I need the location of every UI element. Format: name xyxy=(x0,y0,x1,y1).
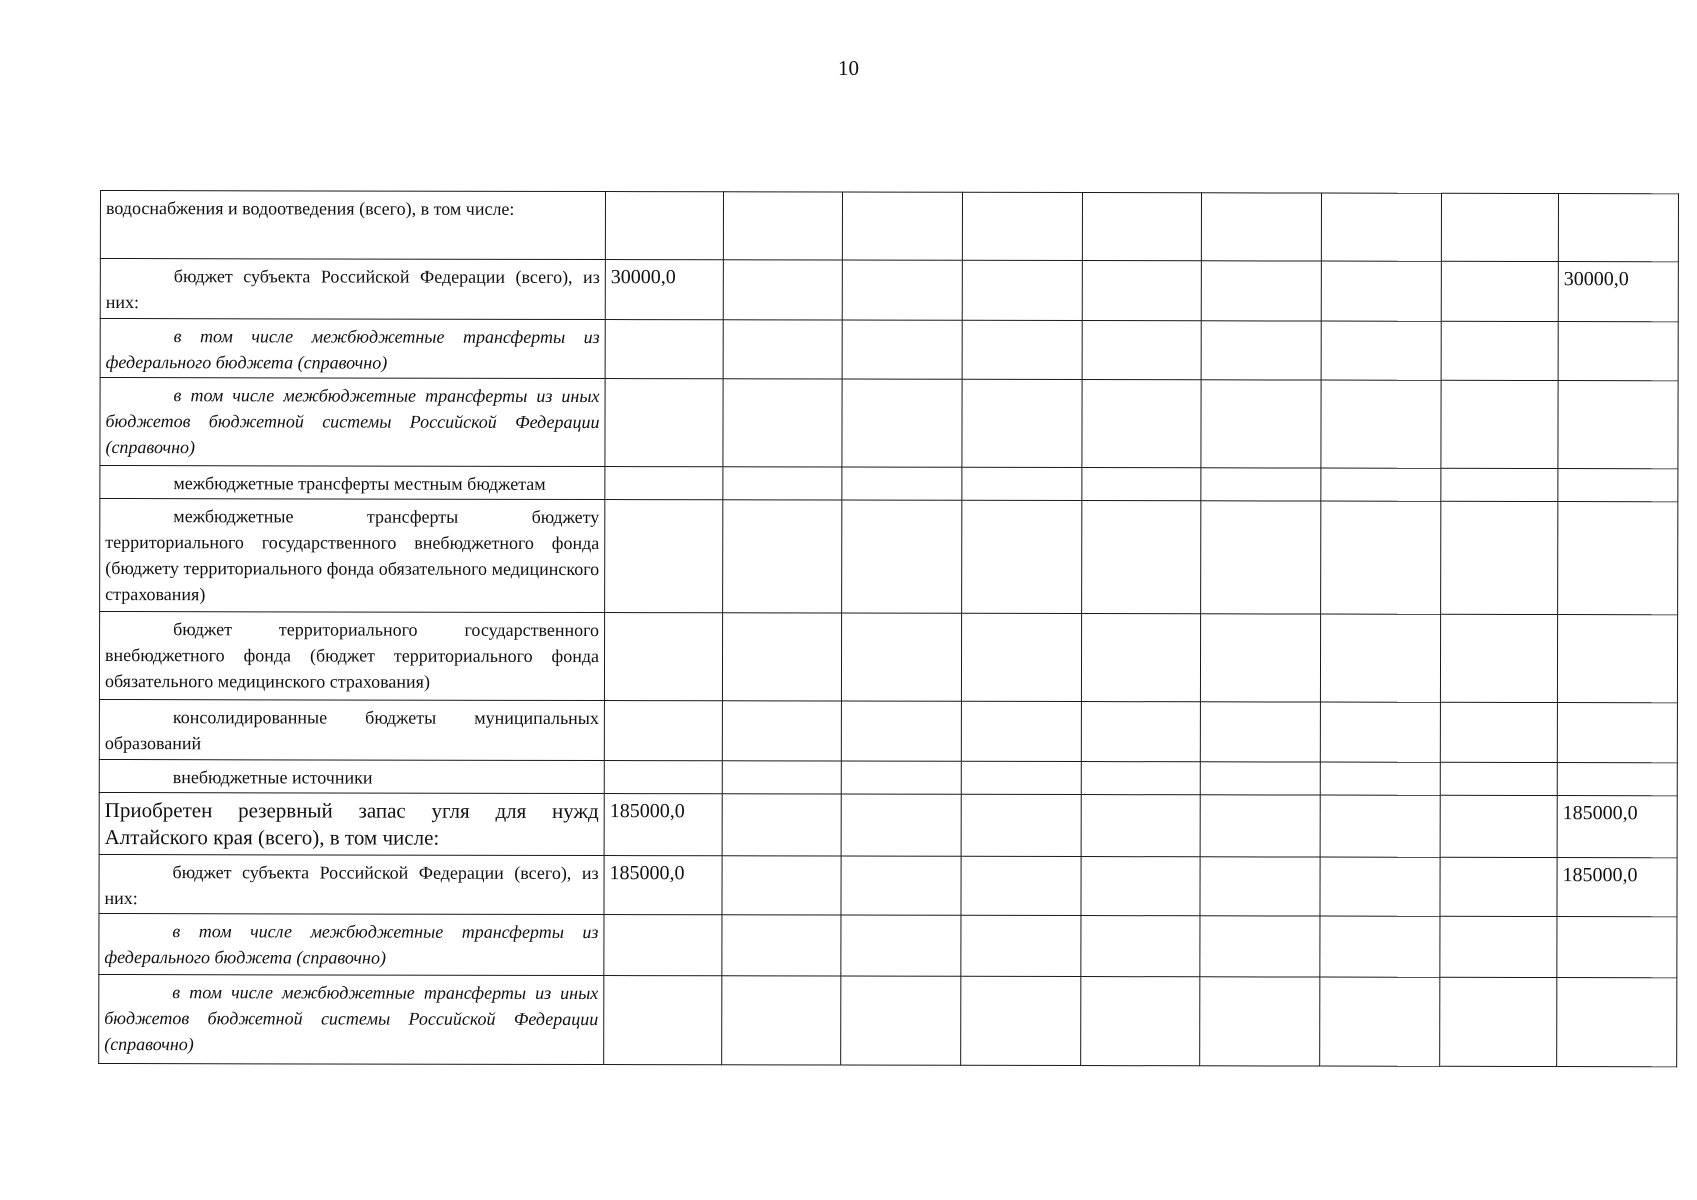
value-cell xyxy=(1557,978,1677,1067)
value-cell xyxy=(1557,703,1677,763)
value-cell xyxy=(722,856,841,915)
value-cell: 30000,0 xyxy=(605,260,723,320)
value-cell xyxy=(1441,193,1558,261)
value-cell xyxy=(1320,762,1440,795)
table-row xyxy=(99,974,1677,1066)
value-cell xyxy=(962,192,1082,260)
value-cell xyxy=(1081,762,1200,795)
value-cell xyxy=(1200,762,1320,795)
value-cell xyxy=(1440,702,1557,762)
table-row xyxy=(100,259,1678,322)
row-label-cell xyxy=(99,792,604,855)
value-cell xyxy=(1201,501,1321,614)
value-cell xyxy=(1558,502,1678,615)
value-cell xyxy=(1082,501,1201,614)
page-number: 10 xyxy=(838,56,859,80)
value-cell xyxy=(961,613,1081,701)
value-cell xyxy=(1200,916,1320,977)
value-cell xyxy=(842,379,962,467)
value-cell xyxy=(1082,261,1201,321)
value-cell: 185000,0 xyxy=(1557,858,1677,917)
row-label-cell xyxy=(99,974,604,1064)
row-label-cell xyxy=(100,378,605,467)
row-label: водоснабжения и водоотведения (всего), в том числе: xyxy=(105,198,515,219)
value-cell xyxy=(1081,702,1200,762)
value-cell xyxy=(842,260,962,320)
row-label-cell xyxy=(100,319,605,379)
value-cell xyxy=(723,467,842,500)
value-cell xyxy=(961,761,1081,794)
value-cell xyxy=(1558,469,1678,502)
value-cell xyxy=(723,379,842,467)
row-label: консолидированные бюджеты муниципальных образований xyxy=(104,707,599,754)
table-row xyxy=(100,191,1678,262)
value-cell xyxy=(841,761,961,794)
value-cell xyxy=(1320,977,1440,1066)
row-label: в том числе межбюджетные трансферты из федерального бюджета (справочно) xyxy=(104,921,599,968)
table-row xyxy=(100,319,1678,381)
value-cell xyxy=(1201,468,1321,501)
row-label-cell xyxy=(99,612,604,701)
value-cell xyxy=(1440,614,1557,702)
row-label: бюджет субъекта Российской Федерации (всего), из них: xyxy=(104,862,599,909)
value-cell xyxy=(1321,501,1441,614)
value-cell xyxy=(722,761,841,794)
value-cell xyxy=(1441,321,1558,380)
value-cell xyxy=(1081,916,1200,977)
value-cell xyxy=(605,320,723,379)
value-cell xyxy=(1081,795,1200,857)
row-label: Приобретен резервный запас угля для нужд Алтайского края (всего), в том числе: xyxy=(104,798,599,850)
table-row xyxy=(100,499,1678,615)
value-cell xyxy=(961,701,1081,761)
value-cell xyxy=(841,856,961,915)
table-row xyxy=(99,612,1677,703)
value-cell xyxy=(605,192,723,260)
value-cell xyxy=(1440,977,1557,1066)
value-cell xyxy=(1320,795,1440,857)
value-cell xyxy=(604,915,722,976)
value-cell xyxy=(723,192,842,260)
value-cell xyxy=(841,976,961,1065)
value-cell xyxy=(1558,194,1678,262)
value-cell xyxy=(1320,857,1440,916)
table-row xyxy=(99,699,1677,762)
value-cell xyxy=(962,467,1082,500)
value-cell xyxy=(722,976,841,1065)
table-body xyxy=(99,191,1679,1067)
value-cell: 185000,0 xyxy=(604,856,722,915)
row-label-cell xyxy=(100,191,605,260)
row-label: бюджет территориального государственного внебюджетного фонда (бюджет территориального фонда обязательного медицинского страхования) xyxy=(104,619,600,692)
value-cell xyxy=(604,761,722,794)
value-cell xyxy=(1081,977,1200,1066)
value-cell: 185000,0 xyxy=(604,794,722,856)
value-cell xyxy=(723,320,842,379)
value-cell: 30000,0 xyxy=(1558,262,1678,322)
value-cell xyxy=(722,613,841,701)
row-label: внебюджетные источники xyxy=(172,767,373,788)
table-row xyxy=(100,466,1678,502)
table-row xyxy=(99,854,1677,916)
value-cell xyxy=(1557,615,1677,703)
value-cell xyxy=(1200,702,1320,762)
value-cell xyxy=(841,613,961,701)
value-cell xyxy=(1201,261,1321,321)
value-cell xyxy=(961,856,1081,915)
value-cell xyxy=(842,320,962,379)
value-cell xyxy=(1082,193,1201,261)
value-cell xyxy=(1557,917,1677,978)
value-cell xyxy=(1440,795,1557,857)
row-label-cell xyxy=(99,699,604,760)
value-cell xyxy=(841,794,961,856)
table-row xyxy=(100,378,1678,469)
row-label-cell xyxy=(99,759,604,793)
value-cell: 185000,0 xyxy=(1557,796,1677,858)
row-label: в том числе межбюджетные трансферты из федерального бюджета (справочно) xyxy=(105,326,600,373)
value-cell xyxy=(1440,916,1557,977)
value-cell xyxy=(1201,193,1321,261)
value-cell xyxy=(1441,380,1558,468)
value-cell xyxy=(962,320,1082,379)
value-cell xyxy=(604,613,722,701)
value-cell xyxy=(1558,381,1678,469)
row-label: бюджет субъекта Российской Федерации (всего), из них: xyxy=(105,266,600,313)
value-cell xyxy=(841,915,961,976)
row-label: в том числе межбюджетные трансферты из иных бюджетов бюджетной системы Российской Федерации (справочно) xyxy=(105,385,600,458)
value-cell xyxy=(961,915,1081,976)
value-cell xyxy=(722,794,841,856)
value-cell xyxy=(723,500,842,613)
value-cell xyxy=(1440,762,1557,795)
value-cell xyxy=(841,701,961,761)
value-cell xyxy=(842,500,962,613)
table-row xyxy=(99,792,1677,857)
value-cell xyxy=(1558,322,1678,381)
value-cell xyxy=(1201,380,1321,468)
value-cell xyxy=(1320,614,1440,702)
value-cell xyxy=(1321,261,1441,321)
value-cell xyxy=(722,915,841,976)
row-label-cell xyxy=(99,854,604,914)
budget-table xyxy=(98,190,1679,1067)
value-cell xyxy=(1321,468,1441,501)
value-cell xyxy=(1321,193,1441,261)
value-cell xyxy=(1200,795,1320,857)
value-cell xyxy=(962,260,1082,320)
value-cell xyxy=(1200,977,1320,1066)
value-cell xyxy=(604,701,722,761)
value-cell xyxy=(1441,468,1558,501)
value-cell xyxy=(842,467,962,500)
value-cell xyxy=(962,500,1082,613)
value-cell xyxy=(1201,321,1321,380)
value-cell xyxy=(1200,857,1320,916)
value-cell xyxy=(605,379,723,467)
value-cell xyxy=(962,379,1082,467)
row-label: межбюджетные трансферты местным бюджетам xyxy=(173,473,546,494)
value-cell xyxy=(1082,380,1201,468)
value-cell xyxy=(961,976,1081,1065)
value-cell xyxy=(605,500,723,613)
value-cell xyxy=(1557,763,1677,796)
value-cell xyxy=(1440,857,1557,916)
value-cell xyxy=(1321,380,1441,468)
value-cell xyxy=(1320,702,1440,762)
value-cell xyxy=(1320,916,1440,977)
value-cell xyxy=(842,192,962,260)
row-label-cell xyxy=(100,466,605,500)
row-label-cell xyxy=(100,499,605,613)
row-label-cell xyxy=(99,913,604,975)
value-cell xyxy=(1082,468,1201,501)
value-cell xyxy=(1082,321,1201,380)
value-cell xyxy=(723,260,842,320)
value-cell xyxy=(605,467,723,500)
row-label: в том числе межбюджетные трансферты из иных бюджетов бюджетной системы Российской Федерации (справочно) xyxy=(104,982,599,1055)
value-cell xyxy=(1321,321,1441,380)
value-cell xyxy=(604,976,722,1065)
value-cell xyxy=(1081,614,1200,702)
value-cell xyxy=(722,701,841,761)
table-row xyxy=(99,913,1677,977)
value-cell xyxy=(1441,501,1558,614)
row-label: межбюджетные трансферты бюджету территориального государственного внебюджетного фонда (бюджету территориального фонда обязательного медицинского страхования) xyxy=(105,506,600,605)
value-cell xyxy=(961,794,1081,856)
value-cell xyxy=(1200,614,1320,702)
value-cell xyxy=(1441,261,1558,321)
value-cell xyxy=(1081,857,1200,916)
table-row xyxy=(99,759,1677,795)
row-label-cell xyxy=(100,259,605,320)
